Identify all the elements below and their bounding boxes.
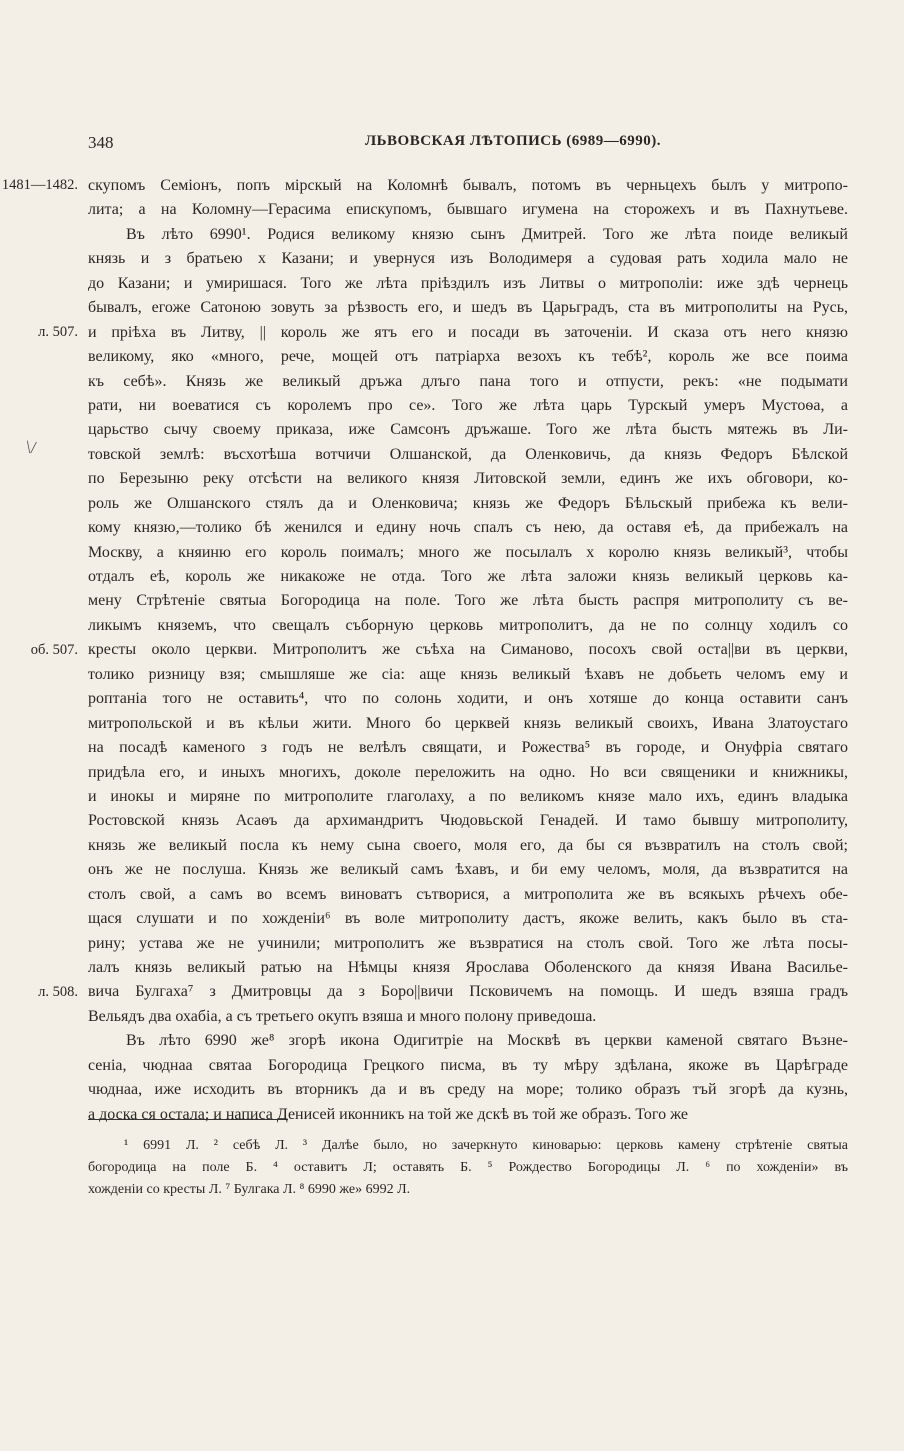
text-line: Въ лѣто 6990¹. Родися великому князю сынъ Дмитрей. Того же лѣта поиде великый xyxy=(126,225,848,243)
footnote-line: ¹ 6991 Л. ² себѣ Л. ³ Далѣе было, но зачеркнуто киноварью: церковь камену стрѣтенiе святыа xyxy=(124,1138,848,1153)
text-line: сенiа, чюднаа святаа Богородица Грецкого писма, въ ту мѣру здѣлана, якоже въ Царѣграде xyxy=(88,1056,848,1074)
text-line: лалъ князь великый ратью на Нѣмцы князя Ярослава Оболенского да князя Ивана Василье- xyxy=(88,959,848,976)
text-line: царьство сычу своему приказа, иже Самсонъ дръжаше. Того же лѣта бысть мятежь въ Ли- xyxy=(88,421,848,439)
text-line: рину; устава же не учинили; митрополитъ же възвратися на столъ свой. Того же лѣта посы- xyxy=(88,934,848,952)
text-line: ликымъ княземъ, что свещалъ съборную церковь митрополитъ, да не по солнцу ходилъ со xyxy=(88,616,848,634)
footnote-divider xyxy=(88,1119,288,1120)
text-line: мену Стрѣтенiе святыа Богородица на поле. Того же лѣта бысть распря митрополиту съ ве- xyxy=(88,592,848,610)
text-line: чюднаа, иже исходить въ вторникъ да и въ среду на море; толико образъ тъй згорѣ да кузнь, xyxy=(88,1081,848,1099)
text-line: Вельядъ два охабiа, а съ третьего окупъ взяша и много полону приведоша. xyxy=(88,1007,597,1025)
text-line: кому князю,—толико бѣ женился и едину ночь спалъ съ нею, да оставя еѣ, да прибежалъ на xyxy=(88,519,848,537)
running-title: ЛЬВОВСКАЯ ЛѢТОПИСЬ (6989—6990). xyxy=(364,133,662,149)
margin-folio-note: об. 507. xyxy=(30,641,78,658)
text-line: къ себѣ». Князь же великый дръжа длъго пана того и отпусти, рекъ: «не подымати xyxy=(88,372,848,390)
text-line: и инокы и миряне по митрополите глаголаху, а по великомъ князе мало ихъ, единъ владыка xyxy=(88,787,848,805)
text-line: толико ризницу взя; смышляше же сiа: аще князь великый ѣхавъ не добьеть челомъ ему и xyxy=(88,665,848,683)
text-line: по Березыню реку отсѣсти на великого князя Литовской земли, единъ же ихъ обговори, ко- xyxy=(88,470,848,488)
page-number: 348 xyxy=(88,133,114,152)
page-header xyxy=(88,133,848,159)
footnote-line: богородица на поле Б. ⁴ оставитъ Л; оставять Б. ⁵ Рождество Богородицы Л. ⁶ по хожденiи» въ xyxy=(88,1160,848,1175)
text-line: до Казани; и умиришася. Того же лѣта прiѣздилъ изъ Литвы о митрополiи: иже здѣ чернець xyxy=(88,274,848,292)
text-line: товской землѣ: въсхотѣша вотчичи Олшанской, да Оленковичь, да князь Федоръ Бѣлской xyxy=(88,445,848,463)
text-line: отдалъ еѣ, король же никакоже не отда. Того же лѣта заложи князь великый церковь ка- xyxy=(88,568,848,585)
text-line: щася слушати и по хожденiи⁶ въ воле митрополиту дастъ, якоже велить, какъ было въ ста- xyxy=(88,910,848,928)
text-line: князь же великый посла къ нему сына своего, моля его, да бы ся възвратилъ на столъ свой; xyxy=(88,836,848,854)
text-line: а доска ся остала; и написа Денисей иконникъ на той же дскѣ въ той же образъ. Того же xyxy=(88,1105,689,1123)
text-line: и прiѣха въ Литву, || король же ятъ его и посади въ заточенiи. И сказа отъ него князю xyxy=(88,323,848,341)
text-line: Ростовской князь Асаѳъ да архимандритъ Чюдовьской Генадей. И тамо бывшу митрополиту, xyxy=(88,812,848,830)
text-line: столъ свой, а самъ во всемъ виноватъ сътворися, а митрополита же въ всякыхъ рѣчехъ обе- xyxy=(88,885,848,903)
margin-checkmark: \/ xyxy=(24,436,38,458)
text-line: скупомъ Семiонъ, попъ мiрскый на Коломнѣ бывалъ, потомъ въ черньцехъ былъ у митропо- xyxy=(88,177,848,194)
text-line: великому, яко «много, рече, мощей отъ патрiарха везохъ къ тебѣ², король же все поима xyxy=(88,348,848,366)
footnote-line: хожденiи со кресты Л. ⁷ Булгака Л. ⁸ 6990 же» 6992 Л. xyxy=(88,1182,411,1197)
text-line: придѣла его, и иныхъ многихъ, доколе переложить на одно. Но вси священики и книжникы, xyxy=(88,763,848,781)
text-line: бывалъ, егоже Сатоною зовуть за рѣзвость его, и шедъ въ Царьградъ, ста въ митрополиты на Русь, xyxy=(88,299,848,317)
text-line: князь и з братьею х Казани; и увернуся изъ Володимеря а судовая рать ходила мало не xyxy=(88,250,848,268)
text-line: роль же Олшанского стялъ да и Оленковича; князь же Федоръ Бѣльскый прибежа къ вели- xyxy=(88,494,848,512)
main-text xyxy=(88,174,848,1127)
text-line: роптанiа того не оставить⁴, что по солонь ходити, и онъ хотяше до конца оставити санъ xyxy=(88,690,848,708)
footnotes xyxy=(88,1135,848,1201)
margin-folio-note: л. 507. xyxy=(38,323,78,340)
text-line: Въ лѣто 6990 же⁸ згорѣ икона Одигитрiе на Москвѣ въ церкви каменой святаго Възне- xyxy=(126,1032,848,1050)
text-line: онъ же не послуша. Князь же великый самъ ѣхавъ, и би ему челомъ, моля, да възвратится на xyxy=(88,861,848,879)
margin-folio-note: 1481—1482. xyxy=(1,177,78,193)
text-line: на посадѣ каменого з годъ не велѣлъ свящати, и Рожества⁵ въ городе, и Онуфрiа святаго xyxy=(88,739,848,757)
text-line: рати, ни воеватися съ королемъ про се». Того же лѣта царь Турскый умеръ Мустоѳа, а xyxy=(88,396,848,414)
text-line: Москву, а княиню его король поималъ; много же посылалъ х королю князь великый³, чтобы xyxy=(88,543,848,561)
text-line: вича Булгаха⁷ з Дмитровцы да з Боро||вичи Псковичемъ на помощь. И шедъ взяша градъ xyxy=(88,983,848,1001)
margin-folio-note: л. 508. xyxy=(38,983,78,1000)
text-line: митропольской и въ кѣльи жити. Много бо церквей князь великый своихъ, Ивана Златоустаго xyxy=(88,714,848,732)
text-line: лита; а на Коломну—Герасима епискупомъ, бывшаго игумена на сторожехъ и въ Пахнутьеве. xyxy=(88,201,848,219)
text-line: кресты около церкви. Митрополитъ же съѣха на Симаново, посохъ свой оста||ви въ церкви, xyxy=(88,641,848,659)
